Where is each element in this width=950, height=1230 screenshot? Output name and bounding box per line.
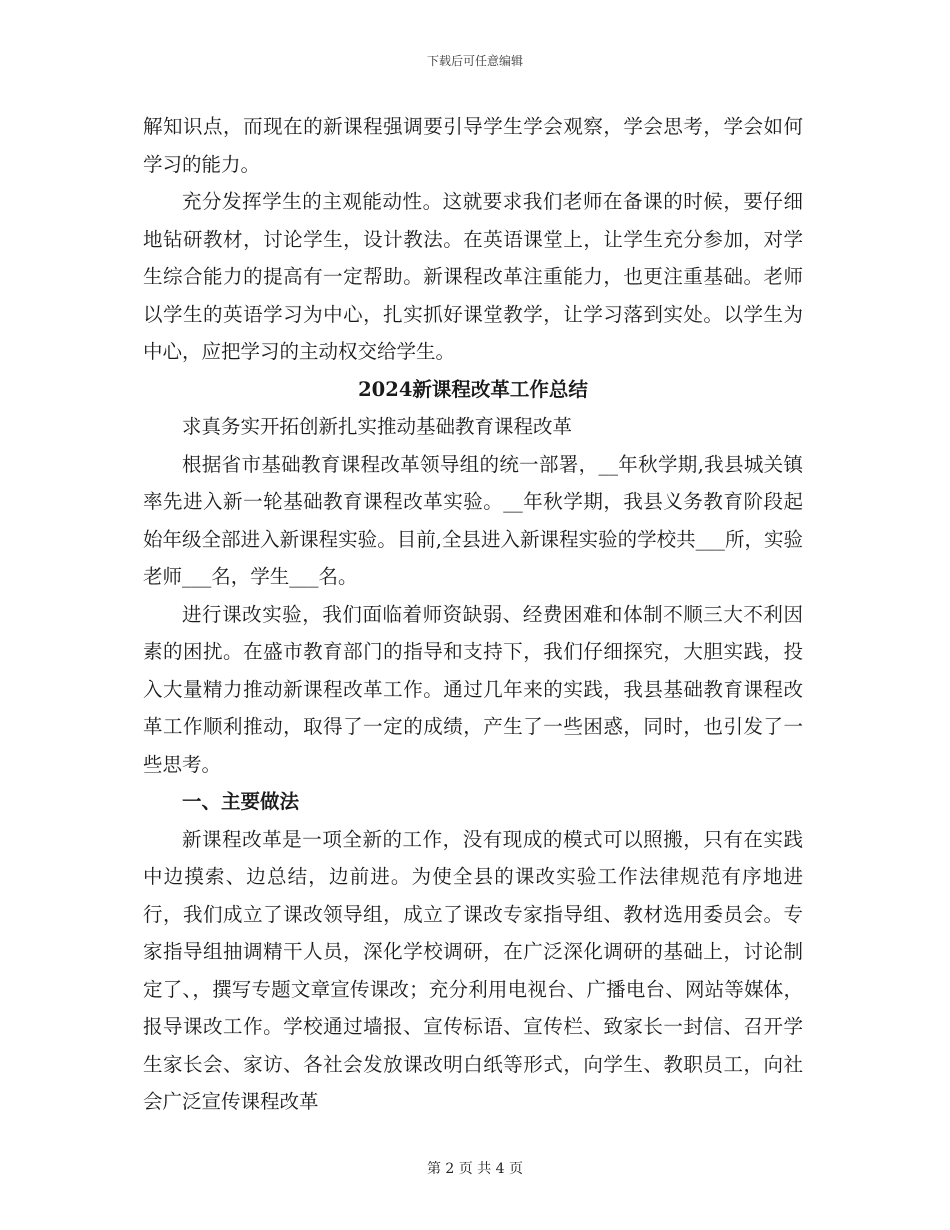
page-number: 第 2 页 共 4 页 [426, 1161, 524, 1177]
paragraph-practices: 新课程改革是一项全新的工作，没有现成的模式可以照搬，只有在实践中边摸索、边总结，边前进。为使全县的课改实验工作法律规范有序地进行，我们成立了课改领导组，成立了课改专家指导组、教材选用委员会。专家指导组抽调精干人员，深化学校调研，在广泛深化调研的基础上，讨论制定了、，撰写专题文章宣传课改；充分利用电视台、广播电台、网站等媒体，报导课改工作。学校通过墙报、宣传标语、宣传栏、致家长一封信、召开学生家长会、家访、各社会发放课改明白纸等形式，向学生、教职员工，向社会广泛宣传课程改革 [143, 827, 803, 1113]
paragraph-deployment: 根据省市基础教育课程改革领导组的统一部署，__年秋学期,我县城关镇率先进入新一轮基础教育课程改革实验。__年秋学期，我县义务教育阶段起始年级全部进入新课程实验。目前,全县进入新课程实验的学校共___所，实验老师___名，学生___名。 [143, 452, 803, 588]
page-header: 下载后可任意编辑 [426, 54, 523, 68]
paragraph-continued: 解知识点，而现在的新课程强调要引导学生学会观察，学会思考，学会如何学习的能力。 [143, 115, 803, 176]
paragraph-challenges: 进行课改实验，我们面临着师资缺弱、经费困难和体制不顺三大不利因素的困扰。在盛市教育部门的指导和支持下，我们仔细探究，大胆实践，投入大量精力推动新课程改革工作。通过几年来的实践，我县基础教育课程改革工作顺利推动，取得了一定的成绩，产生了一些困惑，同时，也引发了一些思考。 [143, 602, 803, 776]
section-subtitle: 求真务实开拓创新扎实推动基础教育课程改革 [182, 415, 573, 438]
paragraph-student-initiative: 充分发挥学生的主观能动性。这就要求我们老师在备课的时候，要仔细地钻研教材，讨论学生，设计教法。在英语课堂上，让学生充分参加，对学生综合能力的提高有一定帮助。新课程改革注重能力，也更注重基础。老师以学生的英语学习为中心，扎实抓好课堂教学，让学习落到实处。以学生为中心，应把学习的主动权交给学生。 [143, 190, 803, 363]
section-title: 2024新课程改革工作总结 [358, 377, 588, 401]
document-body [143, 108, 803, 1121]
heading-main-practices: 一、主要做法 [182, 790, 300, 813]
